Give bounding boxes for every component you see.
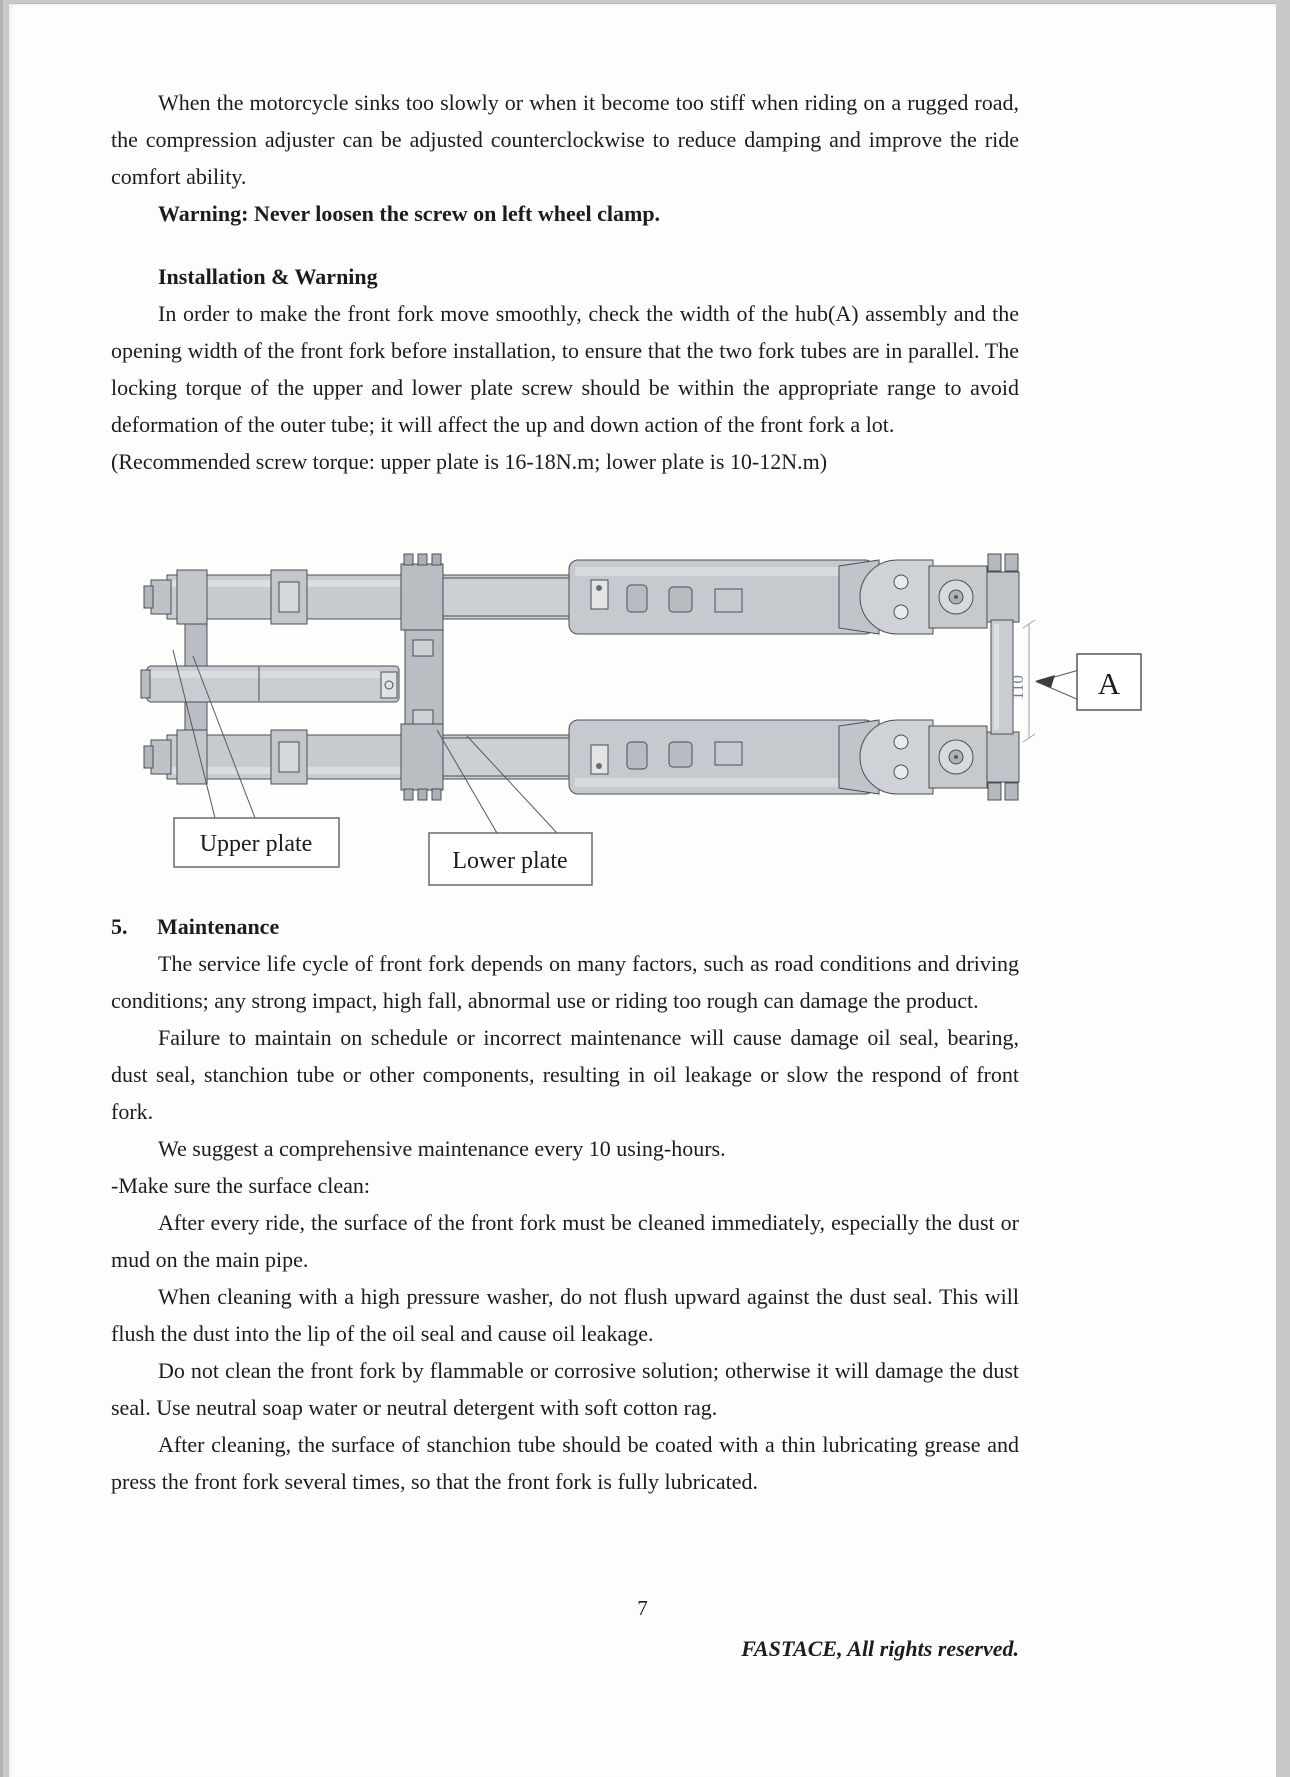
front-fork-diagram	[139, 490, 1149, 892]
paragraph-after-cleaning: After cleaning, the surface of stanchion tube should be coated with a thin lubricating grease and press the front fork several times, so that the front fork is fully lubricated.	[111, 1432, 1019, 1494]
lower-plate-label: Lower plate	[452, 848, 568, 874]
section-number: 5.	[111, 914, 128, 939]
page-number: 7	[637, 1596, 648, 1620]
copyright-line: FASTACE, All rights reserved.	[741, 1636, 1019, 1661]
document-page	[9, 3, 1276, 1777]
line-surface-clean: -Make sure the surface clean:	[111, 1173, 370, 1198]
paragraph-pressure-washer: When cleaning with a high pressure washer, do not flush upward against the dust seal. This will flush the dust into the lip of the oil seal and cause oil leakage.	[111, 1284, 1019, 1346]
upper-plate-label: Upper plate	[199, 831, 313, 857]
paragraph-compression-adjuster: When the motorcycle sinks too slowly or when it become too stiff when riding on a rugged road, the compression adjuster can be adjusted counterclockwise to reduce damping and improve the ride comfort ability.	[111, 90, 1019, 189]
dimension-value: 110	[1008, 675, 1027, 700]
stem-detail	[381, 672, 397, 698]
torque-note: (Recommended screw torque: upper plate is 16-18N.m; lower plate is 10-12N.m)	[111, 449, 828, 474]
front-fork-drawing	[139, 490, 1149, 892]
axle-highlight	[994, 624, 999, 730]
section-title: Maintenance	[157, 914, 280, 939]
fork-leg-bottom	[144, 720, 1019, 800]
viewer-left-edge	[0, 0, 3, 1777]
lower-plate-slot	[413, 640, 433, 656]
page-content	[111, 84, 1121, 1661]
paragraph-failure-maintain: Failure to maintain on schedule or incorrect maintenance will cause damage oil seal, bearing, dust seal, stanchion tube or other components, resulting in oil leakage or slow the respond of front fork.	[111, 1025, 1019, 1124]
a-callout-pointer	[1037, 670, 1079, 700]
paragraph-after-ride: After every ride, the surface of the front fork must be cleaned immediately, especially the dust or mud on the main pipe.	[111, 1210, 1019, 1272]
heading-installation-warning: Installation & Warning	[158, 264, 378, 289]
stem-end-cap	[141, 670, 150, 698]
a-callout-label: A	[1097, 666, 1121, 701]
paragraph-installation: In order to make the front fork move smoothly, check the width of the hub(A) assembly and the opening width of the front fork before installation, to ensure that the two fork tubes are in parallel. The locking torque of the upper and lower plate screw should be within the appropriate range to avoid deformation of the outer tube; it will affect the up and down action of the front fork a lot.	[111, 301, 1019, 437]
fork-leg-top	[144, 554, 1019, 634]
warning-line: Warning: Never loosen the screw on left wheel clamp.	[158, 201, 661, 226]
paragraph-no-flammable: Do not clean the front fork by flammable or corrosive solution; otherwise it will damage the dust seal. Use neutral soap water or neutral detergent with soft cotton rag.	[111, 1358, 1019, 1420]
steering-stem-highlight	[149, 671, 395, 678]
heading-maintenance	[111, 908, 1019, 945]
paragraph-suggest-maintenance: We suggest a comprehensive maintenance every 10 using-hours.	[158, 1136, 726, 1161]
paragraph-service-life: The service life cycle of front fork depends on many factors, such as road conditions and driving conditions; any strong impact, high fall, abnormal use or riding too rough can damage the product.	[111, 951, 1019, 1013]
